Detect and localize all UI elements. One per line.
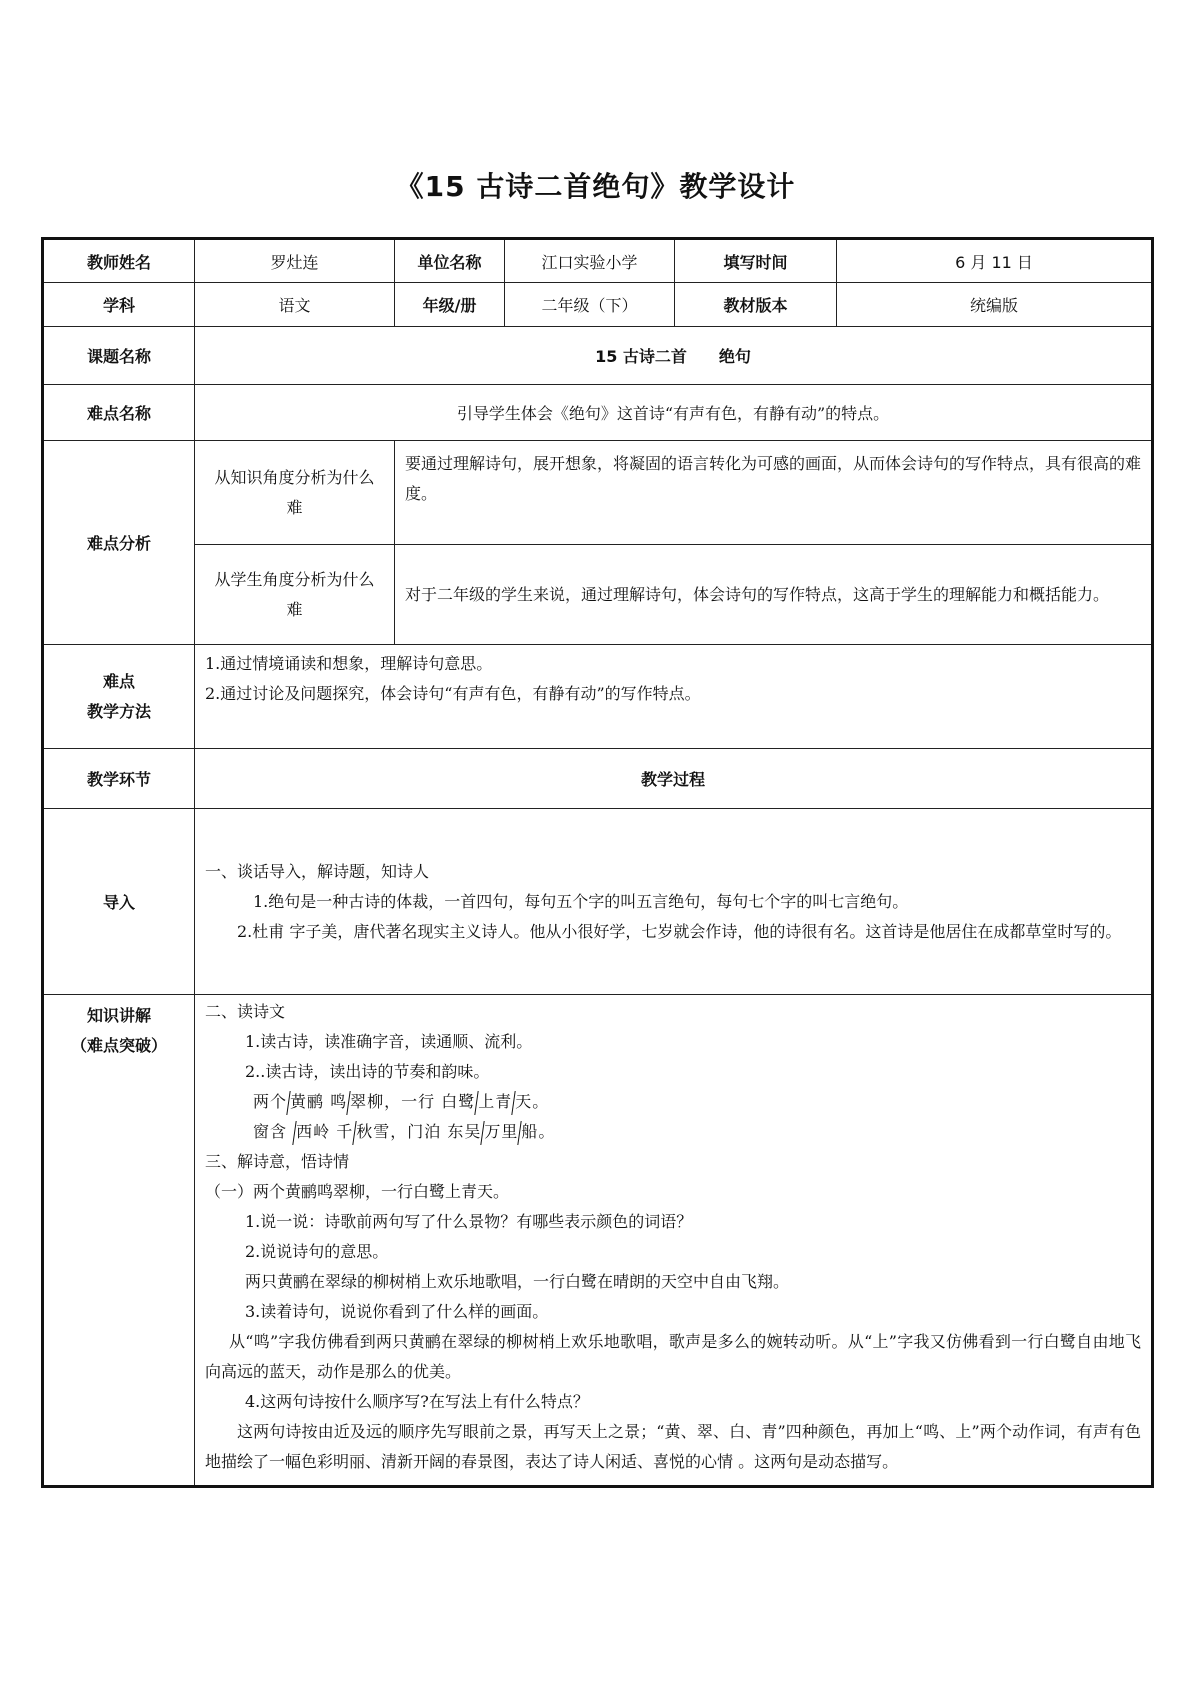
read-step-2: 2..读古诗，读出诗的节奏和韵味。 <box>245 1062 490 1081</box>
question-1: 1.说一说：诗歌前两句写了什么景物？有哪些表示颜色的词语？ <box>245 1212 693 1231</box>
answer-2: 两只黄鹂在翠绿的柳树梢上欢乐地歌唱，一行白鹭在晴朗的天空中自由飞翔。 <box>245 1272 790 1291</box>
method-item: 1.通过情境诵读和想象，理解诗句意思。 <box>205 654 493 673</box>
info-row-1 <box>43 239 1153 283</box>
difficulty-row <box>43 385 1153 441</box>
info-row-2 <box>43 283 1153 327</box>
analysis-row-knowledge <box>43 441 1153 545</box>
student-angle-text: 对于二年级的学生来说，通过理解诗句，体会诗句的写作特点，这高于学生的理解能力和概括能力。 <box>395 545 1153 645</box>
date-label: 填写时间 <box>675 239 837 283</box>
intro-paragraph-1: 1.绝句是一种古诗的体裁，一首四句，每句五个字的叫五言绝句，每句七个字的叫七言绝句。 <box>253 891 909 911</box>
textbook-value: 统编版 <box>837 283 1153 327</box>
page-title: 《15 古诗二首绝句》教学设计 <box>395 170 796 203</box>
lesson-plan-table <box>41 237 1154 1488</box>
unit-value: 江口实验小学 <box>505 239 675 283</box>
question-4: 4.这两句诗按什么顺序写?在写法上有什么特点？ <box>245 1392 589 1411</box>
difficulty-label: 难点名称 <box>43 385 195 441</box>
date-value: 6 月 11 日 <box>837 239 1153 283</box>
method-row <box>43 645 1153 749</box>
answer-3: 从“鸣”字我仿佛看到两只黄鹂在翠绿的柳树梢上欢乐地歌唱，歌声是多么的婉转动听。从“上”字我又仿佛看到一行白鹭自由地飞向高远的蓝天，动作是那么的优美。 <box>205 1332 1141 1381</box>
question-3: 3.读着诗句，说说你看到了什么样的画面。 <box>245 1302 549 1321</box>
method-item: 2.通过讨论及问题探究，体会诗句“有声有色，有静有动”的写作特点。 <box>205 684 701 703</box>
knowledge-content <box>195 995 1153 1487</box>
poem-line-1: 两个 黄鹂 鸣 翠柳，一行 白鹭 上青 天。 <box>205 1087 1141 1117</box>
teacher-label: 教师姓名 <box>43 239 195 283</box>
process-label: 教学过程 <box>195 749 1153 809</box>
knowledge-row <box>43 995 1153 1487</box>
knowledge-angle-label: 从知识角度分析为什么难 <box>195 441 395 545</box>
grade-label: 年级/册 <box>395 283 505 327</box>
method-label <box>43 645 195 749</box>
subsection-1: （一）两个黄鹂鸣翠柳，一行白鹭上青天。 <box>205 1182 510 1201</box>
section-heading-meaning: 三、解诗意，悟诗情 <box>205 1152 350 1171</box>
subject-label: 学科 <box>43 283 195 327</box>
knowledge-label-line1: 知识讲解 <box>86 1006 151 1025</box>
knowledge-label-line2: （难点突破） <box>70 1036 167 1055</box>
topic-row <box>43 327 1153 385</box>
intro-row <box>43 809 1153 995</box>
subject-value: 语文 <box>195 283 395 327</box>
textbook-label: 教材版本 <box>675 283 837 327</box>
answer-4: 这两句诗按由近及远的顺序先写眼前之景，再写天上之景；“黄、翠、白、青”四种颜色，再加上“鸣、上”两个动作词，有声有色地描绘了一幅色彩明丽、清新开阔的春景图，表达了诗人闲适、喜悦的心情 。这两句是动态描写。 <box>205 1422 1141 1471</box>
intro-heading: 一、谈话导入，解诗题，知诗人 <box>205 861 430 881</box>
method-label-line1: 难点 <box>102 671 135 691</box>
topic-value: 15 古诗二首 绝句 <box>195 327 1153 385</box>
knowledge-label <box>43 995 195 1487</box>
intro-label: 导入 <box>43 809 195 995</box>
process-header-row <box>43 749 1153 809</box>
topic-label: 课题名称 <box>43 327 195 385</box>
method-items <box>195 645 1153 749</box>
teacher-value: 罗灶连 <box>195 239 395 283</box>
grade-value: 二年级（下） <box>505 283 675 327</box>
analysis-label: 难点分析 <box>43 441 195 645</box>
intro-paragraph-2: 2.杜甫 字子美，唐代著名现实主义诗人。他从小很好学，七岁就会作诗，他的诗很有名。这首诗是他居住在成都草堂时写的。 <box>237 921 1122 941</box>
poem-line-2: 窗含 西岭 千 秋雪，门泊 东吴 万里 船。 <box>205 1117 1141 1147</box>
read-step-1: 1.读古诗，读准确字音，读通顺、流利。 <box>245 1032 533 1051</box>
student-angle-label: 从学生角度分析为什么难 <box>195 545 395 645</box>
knowledge-angle-text: 要通过理解诗句，展开想象，将凝固的语言转化为可感的画面，从而体会诗句的写作特点，具有很高的难度。 <box>395 441 1153 545</box>
section-heading-read: 二、读诗文 <box>205 1002 286 1021</box>
intro-content <box>195 809 1153 995</box>
question-2: 2.说说诗句的意思。 <box>245 1242 389 1261</box>
unit-label: 单位名称 <box>395 239 505 283</box>
analysis-row-student <box>43 545 1153 645</box>
method-label-line2: 教学方法 <box>86 701 151 721</box>
difficulty-value: 引导学生体会《绝句》这首诗“有声有色，有静有动”的特点。 <box>195 385 1153 441</box>
process-step-label: 教学环节 <box>43 749 195 809</box>
